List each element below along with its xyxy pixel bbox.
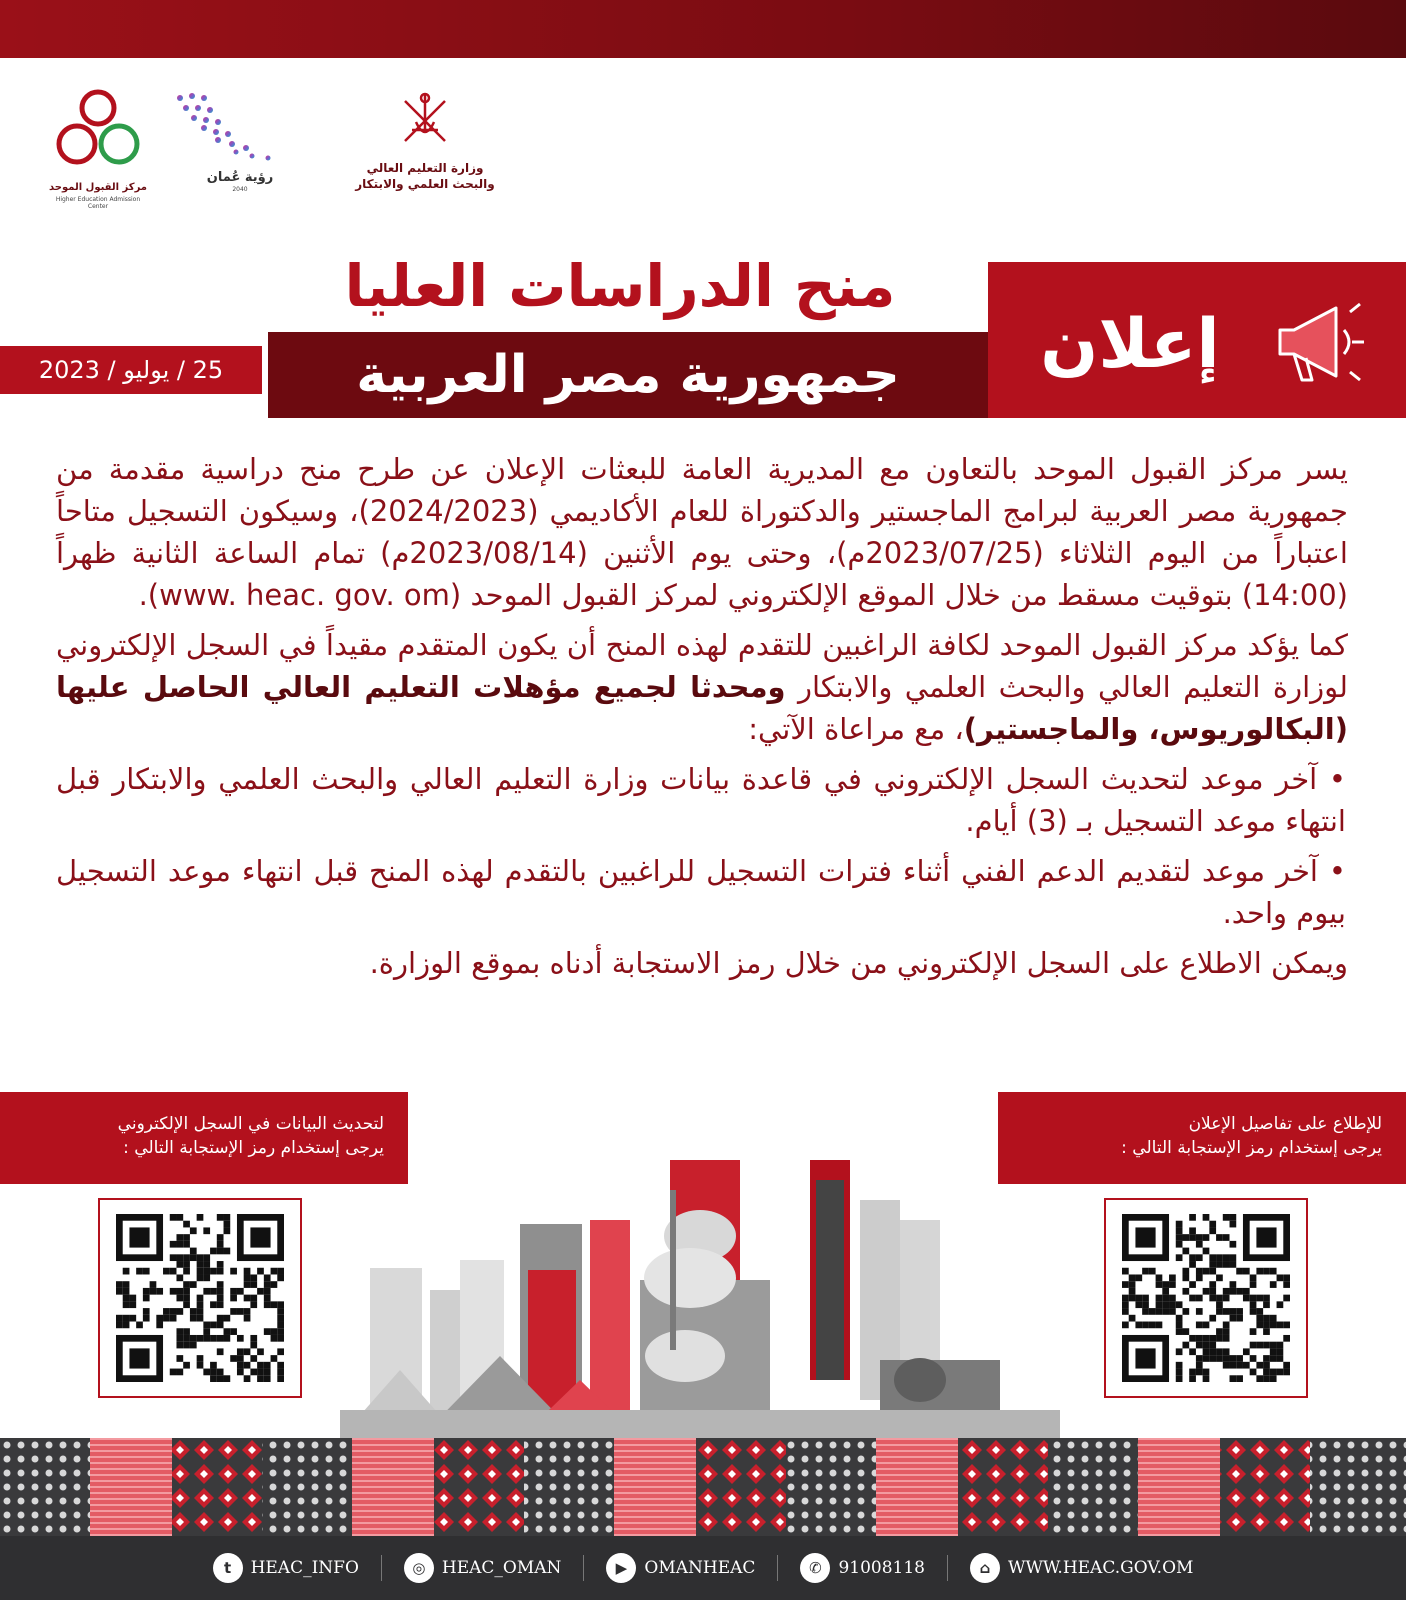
heac-subtitle: Higher Education Admission Center	[55, 196, 141, 210]
footer-divider	[583, 1555, 584, 1581]
heac-logo	[48, 86, 148, 210]
oman-vision-logo	[155, 86, 325, 193]
website-link[interactable]	[970, 1553, 1193, 1583]
qr-code-icon	[114, 1214, 286, 1382]
announce-date: 25 / يوليو / 2023	[38, 356, 224, 384]
qr-code-details[interactable]	[1104, 1198, 1308, 1398]
qr-label-details-line2: يرجى إستخدام رمز الإستجابة التالي :	[1121, 1138, 1382, 1158]
vision-text: رؤية عُمان	[206, 170, 274, 185]
announcement-body	[56, 448, 1348, 992]
website-url: WWW.HEAC.GOV.OM	[1007, 1558, 1194, 1578]
youtube-link[interactable]	[606, 1553, 755, 1583]
qr-label-update-line2: يرجى إستخدام رمز الإستجابة التالي :	[123, 1138, 384, 1158]
top-banner	[0, 0, 1406, 58]
page-title: منح الدراسات العليا	[344, 252, 896, 320]
vision-year: 2040	[232, 186, 248, 193]
youtube-handle: OMANHEAC	[644, 1558, 756, 1578]
heac-name: مركز القبول الموحد	[49, 182, 147, 193]
twitter-handle: HEAC_INFO	[250, 1558, 359, 1578]
bullet-support-deadline: • آخر موعد لتقديم الدعم الفني أثناء فترات التسجيل للراغبين بالتقدم لهذه المنح قبل انتهاء موعد التسجيل بيوم واحد.	[56, 854, 1346, 930]
youtube-icon: ▶	[606, 1553, 636, 1583]
qr-code-update[interactable]	[98, 1198, 302, 1398]
requirements-text: كما يؤكد مركز القبول الموحد لكافة الراغبين للتقدم لهذه المنح أن يكون المتقدم مقيداً في السجل الإلكتروني لوزارة التعليم العالي والبحث العلمي والابتكار	[56, 628, 1348, 704]
oman-emblem-icon	[390, 86, 460, 156]
ministry-name-line2: والبحث العلمي والابتكار	[355, 177, 495, 191]
footer-divider	[947, 1555, 948, 1581]
footer-divider	[777, 1555, 778, 1581]
paragraph-intro: يسر مركز القبول الموحد بالتعاون مع المديرية العامة للبعثات الإعلان عن طرح منح دراسية مقدمة من جمهورية مصر العربية لبرامج الماجستير والدكتوراة للعام الأكاديمي (2024/2023)، وسيكون التسجيل متاحاً اعتباراً من اليوم الثلاثاء (2023/07/25م)، وحتى يوم الأثنين (2023/08/14م) تمام الساعة الثانية ظهراً (14:00) بتوقيت مسقط من خلال الموقع الإلكتروني لمركز القبول الموحد (www. heac. gov. om).	[56, 452, 1348, 612]
instagram-icon: ◎	[404, 1553, 434, 1583]
twitter-icon: t	[213, 1553, 243, 1583]
website-icon: ⌂	[970, 1553, 1000, 1583]
paragraph-qr-note: ويمكن الاطلاع على السجل الإلكتروني من خلال رمز الاستجابة أدناه بموقع الوزارة.	[369, 946, 1348, 980]
cairo-skyline-illustration	[340, 1160, 1060, 1438]
instagram-link[interactable]	[404, 1553, 562, 1583]
ministry-logo	[345, 86, 505, 192]
requirements-emphasis: ومحدثا لجميع مؤهلات التعليم العالي الحاصل عليها (البكالوريوس، والماجستير)	[56, 670, 1348, 746]
whatsapp-number: 91008118	[838, 1558, 925, 1578]
qr-label-update-line1: لتحديث البيانات في السجل الإلكتروني	[117, 1114, 384, 1134]
qr-code-icon	[1120, 1214, 1292, 1382]
bullet-update-deadline: • آخر موعد لتحديث السجل الإلكتروني في قاعدة بيانات وزارة التعليم العالي والبحث العلمي والابتكار قبل انتهاء موعد التسجيل بـ (3) أيام.	[56, 762, 1346, 838]
requirements-end: ، مع مراعاة الآتي:	[748, 712, 964, 746]
megaphone-icon	[1258, 290, 1368, 390]
decorative-pattern	[0, 1438, 1406, 1536]
heac-emblem-icon	[53, 86, 143, 176]
ministry-name-line1: وزارة التعليم العالي	[366, 161, 484, 175]
vision-swirl-icon	[160, 86, 320, 166]
announce-label: إعلان	[1040, 305, 1220, 384]
twitter-link[interactable]	[213, 1553, 359, 1583]
page-subtitle: جمهورية مصر العربية	[356, 345, 900, 405]
instagram-handle: HEAC_OMAN	[441, 1558, 562, 1578]
whatsapp-link[interactable]	[800, 1553, 925, 1583]
paragraph-requirements	[56, 624, 1348, 750]
qr-label-details-line1: للإطلاع على تفاصيل الإعلان	[1188, 1114, 1382, 1134]
whatsapp-icon: ✆	[800, 1553, 830, 1583]
footer-divider	[381, 1555, 382, 1581]
footer-social-bar	[0, 1536, 1406, 1600]
